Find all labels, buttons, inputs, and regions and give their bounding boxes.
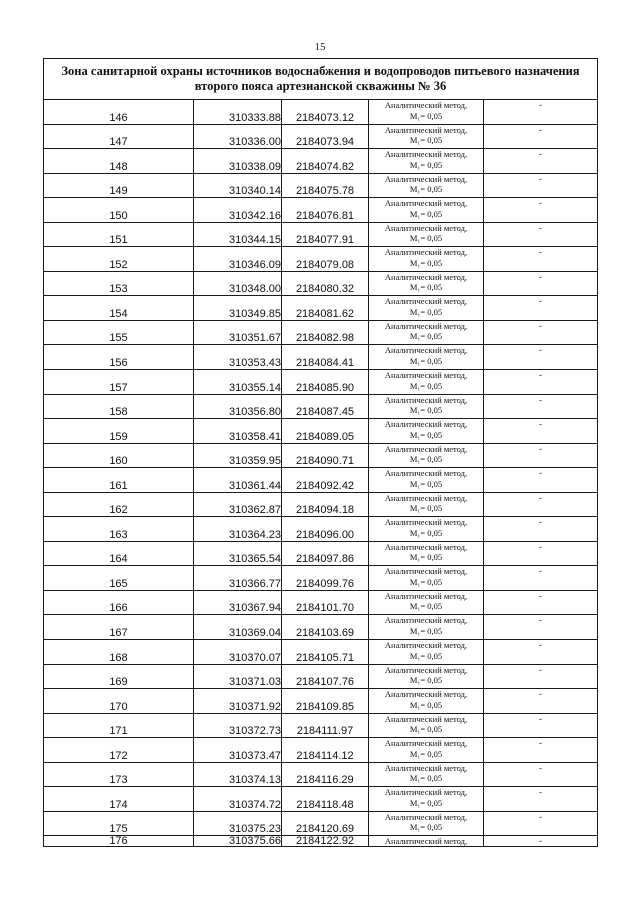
method-accuracy: M₁= 0,05 xyxy=(409,503,443,514)
point-number: 159 xyxy=(44,419,194,444)
point-number: 149 xyxy=(44,173,194,198)
table-row xyxy=(44,271,598,296)
point-number: 164 xyxy=(44,541,194,566)
coordinate-y: 2184107.76 xyxy=(282,664,369,689)
coordinate-x: 310374.13 xyxy=(194,762,282,787)
method-text: Аналитический метод, xyxy=(384,443,468,454)
coordinate-x: 310340.14 xyxy=(194,173,282,198)
method-accuracy: M₁= 0,05 xyxy=(409,699,443,710)
point-number: 171 xyxy=(44,713,194,738)
table-row xyxy=(44,713,598,738)
method-accuracy: M₁= 0,05 xyxy=(409,159,443,170)
method-accuracy: M₁= 0,05 xyxy=(409,478,443,489)
method-accuracy: M₁= 0,05 xyxy=(409,576,443,587)
method-cell xyxy=(369,370,484,395)
coordinate-y: 2184094.18 xyxy=(282,492,369,517)
coordinate-x: 310371.03 xyxy=(194,664,282,689)
method-text: Аналитический метод, xyxy=(384,762,468,773)
point-number: 155 xyxy=(44,320,194,345)
point-number: 150 xyxy=(44,198,194,223)
dash-cell: - xyxy=(484,517,598,542)
dash-cell: - xyxy=(484,345,598,370)
coordinate-x: 310373.47 xyxy=(194,738,282,763)
method-cell xyxy=(369,247,484,272)
dash-cell: - xyxy=(484,271,598,296)
dash-cell: - xyxy=(484,419,598,444)
table-title-line-1: Зона санитарной охраны источников водоснабжения и водопроводов питьевого назначения xyxy=(61,64,580,78)
point-number: 175 xyxy=(44,811,194,836)
method-cell xyxy=(369,198,484,223)
table-row xyxy=(44,738,598,763)
method-text: Аналитический метод, xyxy=(384,370,468,381)
method-accuracy: M₁= 0,05 xyxy=(409,306,443,317)
coordinate-x: 310374.72 xyxy=(194,787,282,812)
method-text: Аналитический метод, xyxy=(384,836,468,847)
point-number: 156 xyxy=(44,345,194,370)
point-number: 161 xyxy=(44,468,194,493)
point-number: 172 xyxy=(44,738,194,763)
method-text: Аналитический метод, xyxy=(384,566,468,577)
table-body xyxy=(44,59,598,847)
method-accuracy: M₁= 0,05 xyxy=(409,380,443,391)
method-text: Аналитический метод, xyxy=(384,492,468,503)
coordinate-x: 310366.77 xyxy=(194,566,282,591)
method-accuracy: M₁= 0,05 xyxy=(409,208,443,219)
dash-cell: - xyxy=(484,247,598,272)
dash-cell: - xyxy=(484,566,598,591)
coordinate-y: 2184081.62 xyxy=(282,296,369,321)
table-row xyxy=(44,787,598,812)
point-number: 158 xyxy=(44,394,194,419)
dash-cell: - xyxy=(484,615,598,640)
point-number: 160 xyxy=(44,443,194,468)
method-cell xyxy=(369,419,484,444)
coordinates-table xyxy=(43,58,598,847)
dash-cell: - xyxy=(484,713,598,738)
dash-cell: - xyxy=(484,541,598,566)
coordinate-y: 2184099.76 xyxy=(282,566,369,591)
table-row xyxy=(44,296,598,321)
table-title-row xyxy=(44,59,598,100)
method-cell xyxy=(369,689,484,714)
table-row xyxy=(44,615,598,640)
coordinate-y: 2184073.12 xyxy=(282,100,369,125)
coordinate-x: 310336.00 xyxy=(194,124,282,149)
method-cell xyxy=(369,271,484,296)
coordinate-x: 310364.23 xyxy=(194,517,282,542)
table-row xyxy=(44,124,598,149)
coordinate-y: 2184090.71 xyxy=(282,443,369,468)
point-number: 154 xyxy=(44,296,194,321)
method-accuracy: M₁= 0,05 xyxy=(409,257,443,268)
method-cell xyxy=(369,541,484,566)
method-text: Аналитический метод, xyxy=(384,149,468,160)
table-row xyxy=(44,345,598,370)
method-accuracy: M₁= 0,05 xyxy=(409,625,443,636)
coordinate-x: 310348.00 xyxy=(194,271,282,296)
method-text: Аналитический метод, xyxy=(384,394,468,405)
method-text: Аналитический метод, xyxy=(384,345,468,356)
coordinate-x: 310362.87 xyxy=(194,492,282,517)
method-cell xyxy=(369,615,484,640)
method-text: Аналитический метод, xyxy=(384,271,468,282)
method-accuracy: M₁= 0,05 xyxy=(409,797,443,808)
dash-cell: - xyxy=(484,149,598,174)
coordinate-x: 310372.73 xyxy=(194,713,282,738)
coordinate-y: 2184118.48 xyxy=(282,787,369,812)
dash-cell: - xyxy=(484,100,598,125)
method-cell xyxy=(369,296,484,321)
coordinate-x: 310369.04 xyxy=(194,615,282,640)
table-row xyxy=(44,419,598,444)
method-text: Аналитический метод, xyxy=(384,664,468,675)
coordinate-y: 2184111.97 xyxy=(282,713,369,738)
method-accuracy: M₁= 0,05 xyxy=(409,527,443,538)
method-text: Аналитический метод, xyxy=(384,198,468,209)
dash-cell: - xyxy=(484,222,598,247)
dash-cell: - xyxy=(484,836,598,847)
dash-cell: - xyxy=(484,443,598,468)
coordinate-y: 2184085.90 xyxy=(282,370,369,395)
coordinate-y: 2184103.69 xyxy=(282,615,369,640)
dash-cell: - xyxy=(484,689,598,714)
coordinate-x: 310359.95 xyxy=(194,443,282,468)
table-row xyxy=(44,149,598,174)
method-accuracy: M₁= 0,05 xyxy=(409,601,443,612)
dash-cell: - xyxy=(484,492,598,517)
table-row xyxy=(44,590,598,615)
method-cell xyxy=(369,468,484,493)
method-accuracy: M₁= 0,05 xyxy=(409,331,443,342)
dash-cell: - xyxy=(484,590,598,615)
point-number: 151 xyxy=(44,222,194,247)
method-cell xyxy=(369,787,484,812)
coordinate-y: 2184116.29 xyxy=(282,762,369,787)
coordinate-y: 2184076.81 xyxy=(282,198,369,223)
method-cell xyxy=(369,222,484,247)
point-number: 176 xyxy=(44,836,194,847)
method-accuracy: M₁= 0,05 xyxy=(409,282,443,293)
dash-cell: - xyxy=(484,124,598,149)
table-row xyxy=(44,566,598,591)
coordinate-x: 310355.14 xyxy=(194,370,282,395)
coordinate-x: 310365.54 xyxy=(194,541,282,566)
coordinate-y: 2184120.69 xyxy=(282,811,369,836)
method-text: Аналитический метод, xyxy=(384,787,468,798)
coordinate-y: 2184077.91 xyxy=(282,222,369,247)
coordinate-x: 310371.92 xyxy=(194,689,282,714)
coordinate-x: 310358.41 xyxy=(194,419,282,444)
point-number: 165 xyxy=(44,566,194,591)
point-number: 162 xyxy=(44,492,194,517)
coordinate-x: 310356.80 xyxy=(194,394,282,419)
point-number: 148 xyxy=(44,149,194,174)
table-row xyxy=(44,541,598,566)
method-cell xyxy=(369,517,484,542)
method-accuracy: M₁= 0,05 xyxy=(409,429,443,440)
coordinate-x: 310361.44 xyxy=(194,468,282,493)
coordinate-x: 310351.67 xyxy=(194,320,282,345)
coordinate-y: 2184082.98 xyxy=(282,320,369,345)
coordinate-x: 310370.07 xyxy=(194,640,282,665)
coordinate-x: 310349.85 xyxy=(194,296,282,321)
method-cell xyxy=(369,100,484,125)
method-text: Аналитический метод, xyxy=(384,173,468,184)
point-number: 173 xyxy=(44,762,194,787)
coordinate-y: 2184079.08 xyxy=(282,247,369,272)
method-cell xyxy=(369,492,484,517)
dash-cell: - xyxy=(484,394,598,419)
method-text: Аналитический метод, xyxy=(384,468,468,479)
page-number: 15 xyxy=(314,41,326,53)
coordinate-y: 2184097.86 xyxy=(282,541,369,566)
method-cell xyxy=(369,762,484,787)
table-row xyxy=(44,762,598,787)
coordinate-x: 310338.09 xyxy=(194,149,282,174)
point-number: 152 xyxy=(44,247,194,272)
method-cell xyxy=(369,394,484,419)
table-row xyxy=(44,394,598,419)
table-row xyxy=(44,689,598,714)
point-number: 147 xyxy=(44,124,194,149)
method-text: Аналитический метод, xyxy=(384,640,468,651)
method-text: Аналитический метод, xyxy=(384,689,468,700)
dash-cell: - xyxy=(484,787,598,812)
method-accuracy: M₁= 0,05 xyxy=(409,650,443,661)
method-cell xyxy=(369,124,484,149)
method-cell xyxy=(369,811,484,836)
coordinate-y: 2184114.12 xyxy=(282,738,369,763)
coordinate-x: 310353.43 xyxy=(194,345,282,370)
method-cell xyxy=(369,566,484,591)
method-text: Аналитический метод, xyxy=(384,247,468,258)
dash-cell: - xyxy=(484,370,598,395)
point-number: 168 xyxy=(44,640,194,665)
method-accuracy: M₁= 0,05 xyxy=(409,405,443,416)
method-accuracy: M₁= 0,05 xyxy=(409,748,443,759)
coordinate-y: 2184084.41 xyxy=(282,345,369,370)
table-row xyxy=(44,370,598,395)
method-accuracy: M₁= 0,05 xyxy=(409,822,443,833)
method-text: Аналитический метод, xyxy=(384,517,468,528)
table-row xyxy=(44,173,598,198)
dash-cell: - xyxy=(484,811,598,836)
point-number: 169 xyxy=(44,664,194,689)
method-text: Аналитический метод, xyxy=(384,124,468,135)
method-cell xyxy=(369,640,484,665)
dash-cell: - xyxy=(484,296,598,321)
table-row xyxy=(44,443,598,468)
dash-cell: - xyxy=(484,198,598,223)
method-accuracy: M₁= 0,05 xyxy=(409,135,443,146)
table-title-line-2: второго пояса артезианской скважины № 36 xyxy=(194,79,447,93)
dash-cell: - xyxy=(484,738,598,763)
coordinate-y: 2184101.70 xyxy=(282,590,369,615)
table-row xyxy=(44,664,598,689)
dash-cell: - xyxy=(484,762,598,787)
dash-cell: - xyxy=(484,468,598,493)
coordinate-x: 310342.16 xyxy=(194,198,282,223)
method-text: Аналитический метод, xyxy=(384,541,468,552)
coordinate-y: 2184092.42 xyxy=(282,468,369,493)
table-title xyxy=(44,59,598,100)
point-number: 166 xyxy=(44,590,194,615)
coordinate-y: 2184109.85 xyxy=(282,689,369,714)
coordinate-x: 310367.94 xyxy=(194,590,282,615)
table-row xyxy=(44,836,598,847)
coordinate-x: 310344.15 xyxy=(194,222,282,247)
point-number: 146 xyxy=(44,100,194,125)
table-row xyxy=(44,811,598,836)
point-number: 153 xyxy=(44,271,194,296)
dash-cell: - xyxy=(484,320,598,345)
coordinate-x: 310375.23 xyxy=(194,811,282,836)
point-number: 163 xyxy=(44,517,194,542)
coordinate-x: 310333.88 xyxy=(194,100,282,125)
dash-cell: - xyxy=(484,173,598,198)
coordinate-y: 2184122.92 xyxy=(282,836,369,847)
coordinate-y: 2184087.45 xyxy=(282,394,369,419)
method-cell xyxy=(369,664,484,689)
method-cell xyxy=(369,320,484,345)
method-cell xyxy=(369,345,484,370)
coordinate-y: 2184075.78 xyxy=(282,173,369,198)
method-text: Аналитический метод, xyxy=(384,320,468,331)
method-accuracy: M₁= 0,05 xyxy=(409,773,443,784)
point-number: 170 xyxy=(44,689,194,714)
point-number: 174 xyxy=(44,787,194,812)
method-text: Аналитический метод, xyxy=(384,419,468,430)
method-text: Аналитический метод, xyxy=(384,615,468,626)
method-accuracy: M₁= 0,05 xyxy=(409,110,443,121)
table-row xyxy=(44,517,598,542)
point-number: 157 xyxy=(44,370,194,395)
table-row xyxy=(44,492,598,517)
method-cell xyxy=(369,738,484,763)
dash-cell: - xyxy=(484,664,598,689)
coordinate-y: 2184080.32 xyxy=(282,271,369,296)
method-text: Аналитический метод, xyxy=(384,222,468,233)
table-row xyxy=(44,100,598,125)
coordinate-y: 2184074.82 xyxy=(282,149,369,174)
method-text: Аналитический метод, xyxy=(384,713,468,724)
table-row xyxy=(44,320,598,345)
method-cell xyxy=(369,836,484,847)
method-accuracy: M₁= 0,05 xyxy=(409,552,443,563)
method-text: Аналитический метод, xyxy=(384,738,468,749)
coordinate-y: 2184089.05 xyxy=(282,419,369,444)
method-cell xyxy=(369,149,484,174)
method-accuracy: M₁= 0,05 xyxy=(409,184,443,195)
method-accuracy: M₁= 0,05 xyxy=(409,675,443,686)
method-accuracy: M₁= 0,05 xyxy=(409,454,443,465)
method-text: Аналитический метод, xyxy=(384,100,468,110)
method-cell xyxy=(369,590,484,615)
coordinate-y: 2184096.00 xyxy=(282,517,369,542)
method-text: Аналитический метод, xyxy=(384,590,468,601)
dash-cell: - xyxy=(484,640,598,665)
method-accuracy: M₁= 0,05 xyxy=(409,355,443,366)
coordinate-x: 310346.09 xyxy=(194,247,282,272)
method-text: Аналитический метод, xyxy=(384,296,468,307)
method-accuracy: M₁= 0,05 xyxy=(409,233,443,244)
table-row xyxy=(44,198,598,223)
table-row xyxy=(44,222,598,247)
table-row xyxy=(44,247,598,272)
method-accuracy: M₁= 0,05 xyxy=(409,724,443,735)
coordinate-y: 2184073.94 xyxy=(282,124,369,149)
coordinate-y: 2184105.71 xyxy=(282,640,369,665)
method-cell xyxy=(369,173,484,198)
coordinate-x: 310375.66 xyxy=(194,836,282,847)
point-number: 167 xyxy=(44,615,194,640)
method-cell xyxy=(369,713,484,738)
table-row xyxy=(44,640,598,665)
method-cell xyxy=(369,443,484,468)
method-text: Аналитический метод, xyxy=(384,811,468,822)
table-row xyxy=(44,468,598,493)
